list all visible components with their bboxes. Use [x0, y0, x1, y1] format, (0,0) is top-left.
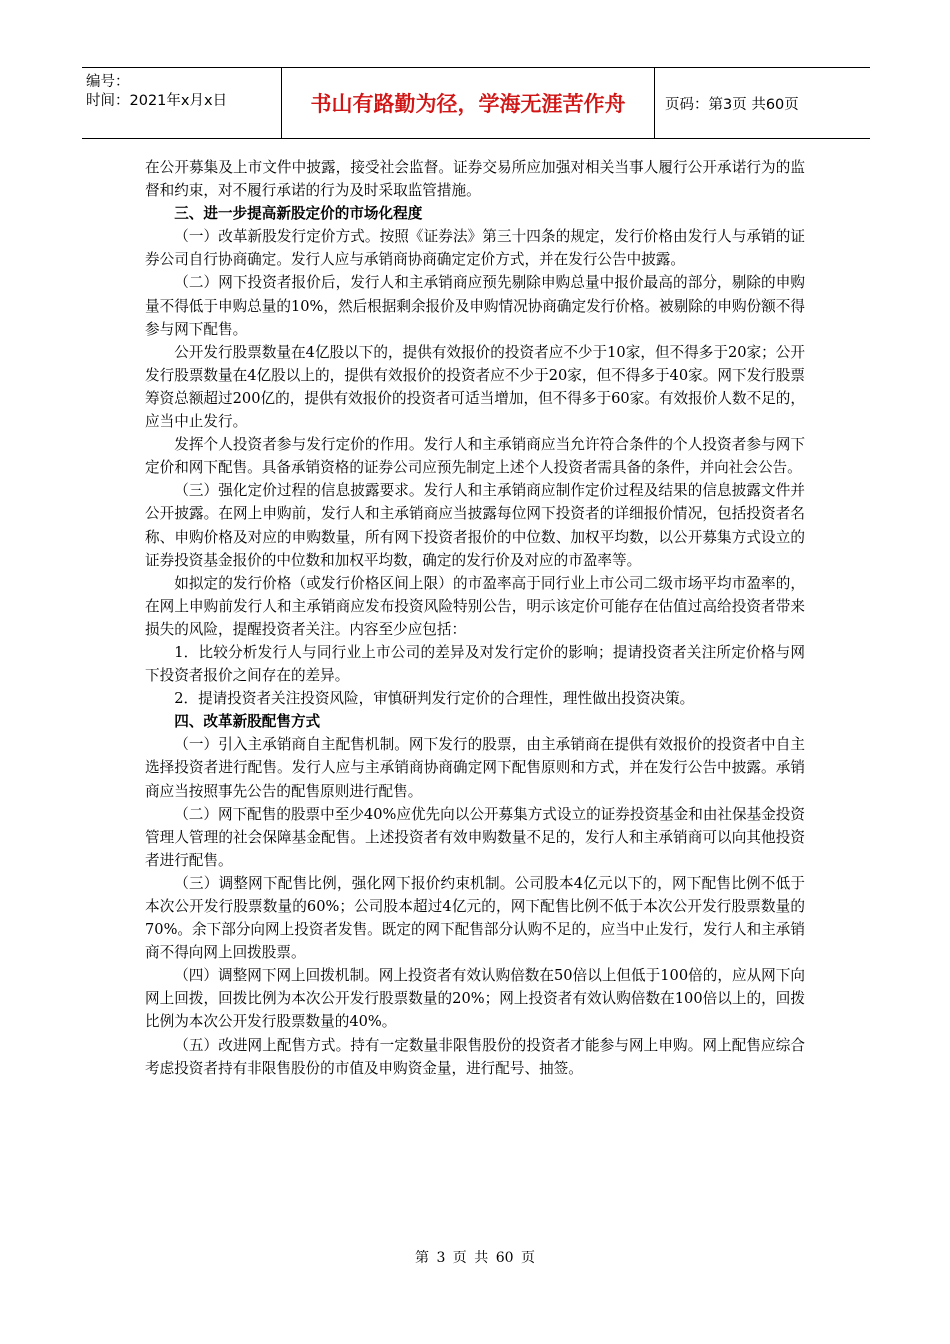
paragraph: 在公开募集及上市文件中披露，接受社会监督。证券交易所应加强对相关当事人履行公开承诺行为的监督和约束，对不履行承诺的行为及时采取监管措施。	[145, 159, 805, 200]
document-number-label: 编号：	[86, 74, 130, 90]
paragraph: （一）改革新股发行定价方式。按照《证券法》第三十四条的规定，发行价格由发行人与承销的证券公司自行协商确定。发行人应与承销商协商确定定价方式，并在发行公告中披露。	[145, 228, 805, 269]
paragraph: （三）强化定价过程的信息披露要求。发行人和主承销商应制作定价过程及结果的信息披露文件并公开披露。在网上申购前，发行人和主承销商应当披露每位网下投资者的详细报价情况，包括投资者名称、申购价格及对应的申购数量，所有网下投资者报价的中位数、加权平均数，以公开募集方式设立的证券投资基金报价的中位数和加权平均数，确定的发行价及对应的市盈率等。	[145, 482, 805, 569]
paragraph: 发挥个人投资者参与发行定价的作用。发行人和主承销商应当允许符合条件的个人投资者参与网下定价和网下配售。具备承销资格的证券公司应预先制定上述个人投资者需具备的条件，并向社会公告。	[145, 436, 805, 477]
paragraph: （三）调整网下配售比例，强化网下报价约束机制。公司股本4亿元以下的，网下配售比例不低于本次公开发行股票数量的60%；公司股本超过4亿元的，网下配售比例不低于本次公开发行股票数量的70%。余下部分向网上投资者发售。既定的网下配售部分认购不足的，应当中止发行，发行人和主承销商不得向网上回拨股票。	[145, 874, 805, 962]
paragraph: 如拟定的发行价格（或发行价格区间上限）的市盈率高于同行业上市公司二级市场平均市盈率的，在网上申购前发行人和主承销商应发布投资风险特别公告，明示该定价可能存在估值过高给投资者带来损失的风险，提醒投资者关注。内容至少应包括：	[145, 574, 805, 638]
paragraph: （二）网下投资者报价后，发行人和主承销商应预先剔除申购总量中报价最高的部分，剔除的申购量不得低于申购总量的10%，然后根据剩余报价及申购情况协商确定发行价格。被剔除的申购份额不得参与网下配售。	[145, 274, 805, 338]
paragraph: （四）调整网下网上回拨机制。网上投资者有效认购倍数在50倍以上但低于100倍的，应从网下向网上回拨，回拨比例为本次公开发行股票数量的20%；网上投资者有效认购倍数在100倍以上的，回拨比例为本次公开发行股票数量的40%。	[145, 967, 805, 1031]
paragraph: 公开发行股票数量在4亿股以下的，提供有效报价的投资者应不少于10家，但不得多于20家；公开发行股票数量在4亿股以上的，提供有效报价的投资者应不少于20家，但不得多于40家。网下发行股票筹资总额超过200亿的，提供有效报价的投资者可适当增加，但不得多于60家。有效报价人数不足的，应当中止发行。	[145, 343, 805, 431]
page-header	[82, 67, 870, 139]
list-item: 1．比较分析发行人与同行业上市公司的差异及对发行定价的影响；提请投资者关注所定价格与网下投资者报价之间存在的差异。	[145, 643, 805, 685]
header-page-info: 页码：第3页 共60页	[665, 96, 799, 113]
section-heading: 四、改革新股配售方式	[174, 713, 321, 731]
list-item: 2．提请投资者关注投资风险，审慎研判发行定价的合理性，理性做出投资决策。	[174, 690, 695, 708]
section-heading: 三、进一步提高新股定价的市场化程度	[174, 205, 423, 223]
document-body	[145, 156, 805, 1080]
document-time: 时间：2021年x月x日	[86, 93, 228, 109]
page-footer: 第 3 页 共 60 页	[415, 1250, 535, 1266]
paragraph: （一）引入主承销商自主配售机制。网下发行的股票，由主承销商在提供有效报价的投资者中自主选择投资者进行配售。发行人应与主承销商协商确定网下配售原则和方式，并在发行公告中披露。承销商应当按照事先公告的配售原则进行配售。	[145, 736, 805, 800]
paragraph: （五）改进网上配售方式。持有一定数量非限售股份的投资者才能参与网上申购。网上配售应综合考虑投资者持有非限售股份的市值及申购资金量，进行配号、抽签。	[145, 1036, 805, 1077]
header-meta	[82, 68, 282, 138]
paragraph: （二）网下配售的股票中至少40%应优先向以公开募集方式设立的证券投资基金和由社保基金投资管理人管理的社会保障基金配售。上述投资者有效申购数量不足的，发行人和主承销商可以向其他投资者进行配售。	[145, 805, 805, 869]
header-slogan: 书山有路勤为径，学海无涯苦作舟	[282, 68, 655, 138]
